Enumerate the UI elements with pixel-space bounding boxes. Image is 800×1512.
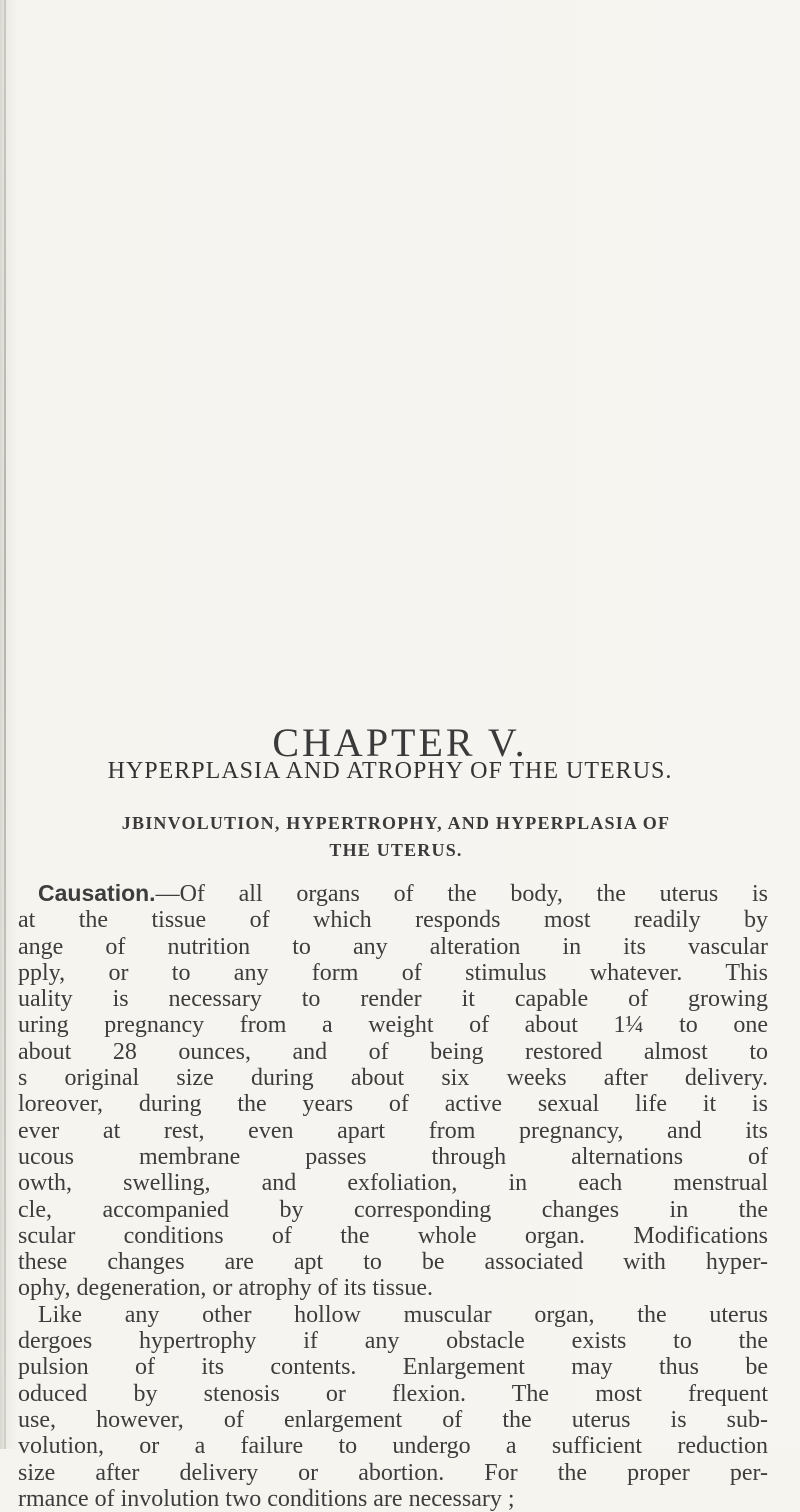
paragraph-line: scular conditions of the whole organ. Modifications — [18, 1222, 768, 1249]
paragraph-line: rmance of involution two conditions are necessary ; — [18, 1485, 515, 1512]
chapter-title: CHAPTER V. — [272, 719, 528, 765]
paragraph-line: pulsion of its contents. Enlargement may thus be — [18, 1354, 768, 1381]
paragraph-line: cle, accompanied by corresponding changes in the — [18, 1196, 768, 1223]
paragraph-line: Causation.—Of all organs of the body, the uterus is — [38, 880, 768, 907]
chapter-subtitle: HYPERPLASIA AND ATROPHY OF THE UTERUS. — [107, 758, 673, 784]
paragraph-line: use, however, of enlargement of the uterus is sub- — [18, 1406, 768, 1433]
paragraph-line: loreover, during the years of active sexual life it is — [18, 1091, 768, 1118]
paragraph-line: about 28 ounces, and of being restored almost to — [18, 1038, 768, 1065]
section-heading — [16, 810, 776, 864]
paragraph-line: uality is necessary to render it capable of growing — [18, 986, 768, 1013]
paragraph-line: volution, or a failure to undergo a sufficient reduction — [18, 1433, 768, 1460]
paragraph-line: ophy, degeneration, or atrophy of its tissue. — [18, 1275, 434, 1302]
paragraph-line: these changes are apt to be associated with hyper- — [18, 1249, 768, 1276]
paragraph-line: owth, swelling, and exfoliation, in each menstrual — [18, 1170, 768, 1197]
paragraph-line: dergoes hypertrophy if any obstacle exists to the — [18, 1328, 768, 1355]
paragraph-line: uring pregnancy from a weight of about 1¼ to one — [18, 1012, 768, 1039]
paragraph-line: ange of nutrition to any alteration in its vascular — [18, 933, 768, 960]
section-heading-line-2: THE UTERUS. — [329, 840, 463, 860]
paragraph-line: at the tissue of which responds most readily by — [18, 907, 768, 934]
body-text — [18, 880, 768, 1512]
section-heading-line-1: JBINVOLUTION, HYPERTROPHY, AND HYPERPLASIA OF — [121, 813, 671, 833]
paragraph-line: s original size during about six weeks after delivery. — [18, 1065, 768, 1092]
paragraph-line: ucous membrane passes through alternations of — [18, 1143, 768, 1170]
paragraph-line: oduced by stenosis or flexion. The most frequent — [18, 1380, 768, 1407]
paragraph-line: size after delivery or abortion. For the proper per- — [18, 1459, 768, 1486]
paragraph-line: Like any other hollow muscular organ, the uterus — [38, 1301, 768, 1328]
paragraph-line: ever at rest, even apart from pregnancy, and its — [18, 1117, 768, 1144]
run-in-heading: Causation. — [38, 880, 156, 906]
paragraph-line: pply, or to any form of stimulus whatever. This — [18, 959, 768, 986]
